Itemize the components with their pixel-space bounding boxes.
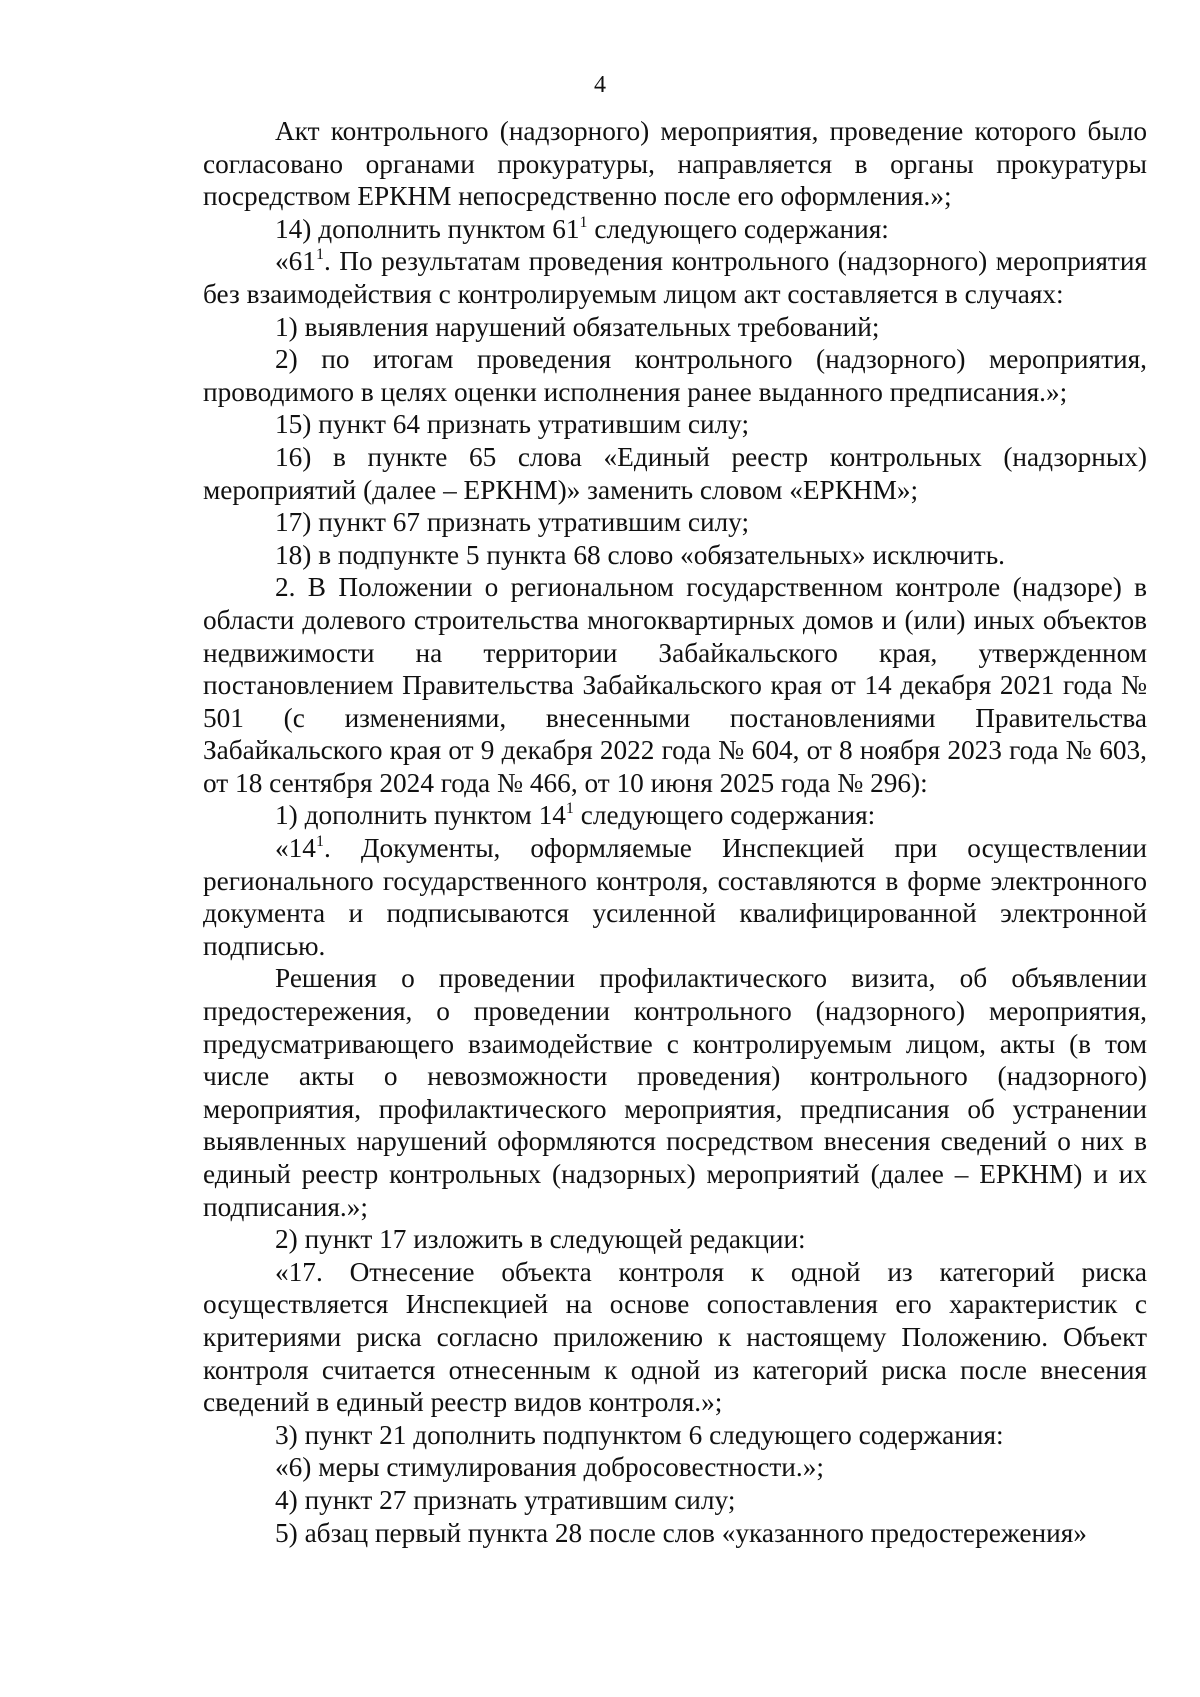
paragraph: «6) меры стимулирования добросовестности.»;	[275, 1452, 824, 1483]
superscript: 1	[315, 833, 324, 851]
paragraph: 2. В Положении о региональном государственном контроле (надзоре) в области долевого строительства многоквартирных домов и (или) иных объектов недвижимости на территории Забайкальского края, утвержденном постановлением Правительства Забайкальского края от 14 декабря 2021 года № 501 (с изменениями, внесенными постановлениями Правительства Забайкальского края от 9 декабря 2022 года № 604, от 8 ноября 2023 года № 603, от 18 сентября 2024 года № 466, от 10 июня 2025 года № 296):	[203, 572, 1147, 798]
paragraph-text: . По результатам проведения контрольного (надзорного) мероприятия без взаимодействия с контролируемым лицом акт составляется в случаях:	[203, 246, 1147, 309]
paragraph: 2) пункт 17 изложить в следующей редакции:	[275, 1224, 806, 1255]
paragraph: 4) пункт 27 признать утратившим силу;	[275, 1484, 736, 1515]
document-body	[203, 115, 1147, 1549]
paragraph: 15) пункт 64 признать утратившим силу;	[275, 409, 750, 440]
paragraph-text: следующего содержания:	[573, 800, 876, 831]
page-number: 4	[594, 72, 606, 98]
paragraph: 5) абзац первый пункта 28 после слов «указанного предостережения»	[275, 1517, 1087, 1548]
paragraph: 2) по итогам проведения контрольного (надзорного) мероприятия, проводимого в целях оценки исполнения ранее выданного предписания.»;	[203, 344, 1147, 407]
paragraph: Решения о проведении профилактического визита, об объявлении предостережения, о проведении контрольного (надзорного) мероприятия, предусматривающего взаимодействие с контролируемым лицом, акты (в том числе акты о невозможности проведения) контрольного (надзорного) мероприятия, профилактического мероприятия, предписания об устранении выявленных нарушений оформляются посредством внесения сведений о них в единый реестр контрольных (надзорных) мероприятий (далее – ЕРКНМ) и их подписания.»;	[203, 963, 1147, 1222]
paragraph: 18) в подпункте 5 пункта 68 слово «обязательных» исключить.	[275, 539, 1005, 570]
paragraph: 16) в пункте 65 слова «Единый реестр контрольных (надзорных) мероприятий (далее – ЕРКНМ)» заменить словом «ЕРКНМ»;	[203, 441, 1147, 505]
paragraph-text: следующего содержания:	[587, 213, 889, 244]
paragraph	[203, 799, 1147, 832]
paragraph	[203, 213, 1147, 246]
paragraph: 3) пункт 21 дополнить подпунктом 6 следующего содержания:	[275, 1419, 1004, 1450]
paragraph: 17) пункт 67 признать утратившим силу;	[275, 507, 750, 538]
superscript: 1	[579, 213, 588, 231]
paragraph: 1) выявления нарушений обязательных требований;	[275, 311, 880, 342]
paragraph-text: 14) дополнить пунктом 61	[275, 213, 580, 244]
paragraph-text: . Документы, оформляемые Инспекцией при осуществлении регионального государственного контроля, составляются в форме электронного документа и подписываются усиленной квалифицированной электронной подписью.	[203, 833, 1147, 961]
paragraph	[203, 832, 1147, 962]
paragraph-text: «14	[275, 833, 316, 864]
paragraph: Акт контрольного (надзорного) мероприятия, проведение которого было согласовано органами прокуратуры, направляется в органы прокуратуры посредством ЕРКНМ непосредственно после его оформления.»;	[203, 116, 1147, 212]
paragraph-text: «61	[275, 246, 316, 277]
paragraph-text: 1) дополнить пунктом 14	[275, 800, 566, 831]
paragraph: «17. Отнесение объекта контроля к одной из категорий риска осуществляется Инспекцией на основе сопоставления его характеристик с критериями риска согласно приложению к настоящему Положению. Объект контроля считается отнесенным к одной из категорий риска после внесения сведений в единый реестр видов контроля.»;	[203, 1256, 1147, 1418]
superscript: 1	[565, 800, 574, 818]
paragraph	[203, 245, 1147, 310]
superscript: 1	[315, 246, 324, 264]
